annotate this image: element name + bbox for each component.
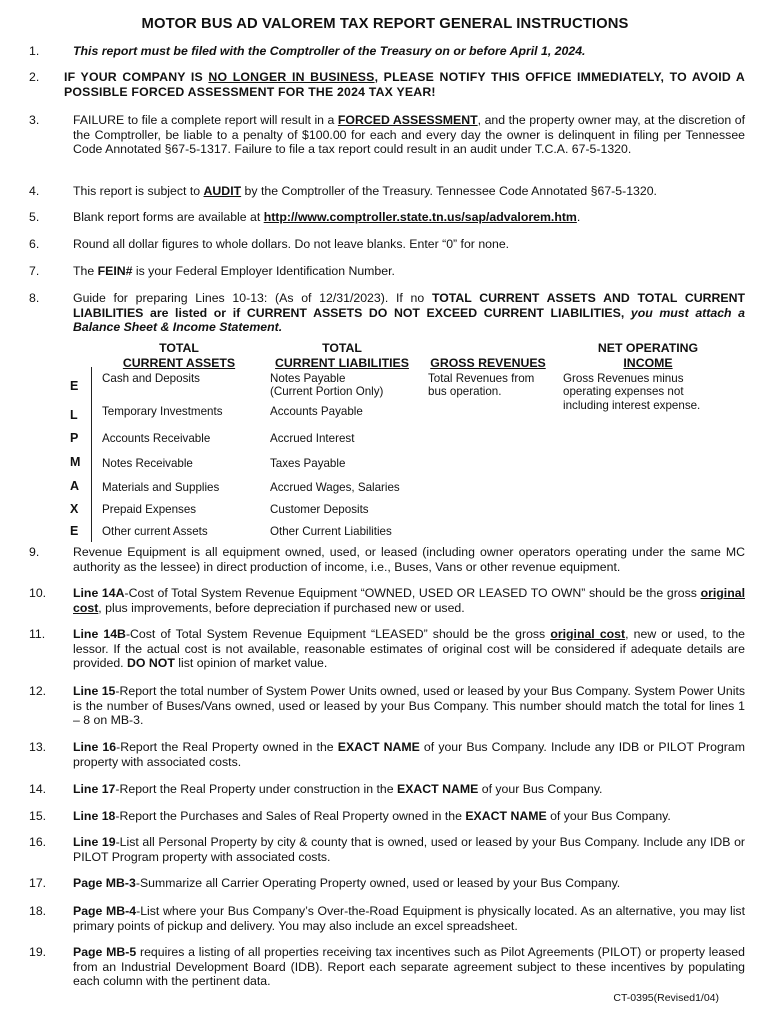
instruction-19: [29, 945, 745, 991]
item-text: Line 14B-Cost of Total System Revenue Equipment “LEASED” should be the gross original cost, new or used, to the lessor. If the actual cost is not available, reasonable estimates of original cost will be considered if adequate details are provided. DO NOT list opinion of market value.: [73, 627, 745, 671]
instruction-2: [29, 70, 745, 102]
example-letter: L: [70, 408, 78, 422]
instruction-10: [29, 586, 745, 618]
liability-item: Other Current Liabilities: [270, 525, 392, 538]
item-number: 11.: [29, 627, 46, 641]
header-net-operating-income: NET OPERATING INCOME: [597, 341, 699, 370]
instruction-9: [29, 545, 745, 577]
instruction-13: [29, 740, 745, 772]
item-number: 19.: [29, 945, 47, 959]
item-number: 13.: [29, 740, 47, 754]
page-title: MOTOR BUS AD VALOREM TAX REPORT GENERAL INSTRUCTIONS: [141, 16, 629, 32]
instruction-5: [29, 210, 745, 226]
asset-item: Notes Receivable: [102, 457, 193, 470]
item-number: 17.: [29, 876, 47, 890]
item-number: 15.: [29, 809, 47, 823]
instruction-15: [29, 809, 745, 825]
item-text: Revenue Equipment is all equipment owned, used, or leased (including owner operators operating under the same MC authority as the lessee) in direct production of income, i.e., Buses, Vans or other revenue equipment.: [73, 545, 745, 574]
header-gross-revenues: GROSS REVENUES: [430, 356, 546, 370]
instruction-4: [29, 184, 745, 200]
item-number: 9.: [29, 545, 40, 559]
item-text: This report is subject to AUDIT by the Comptroller of the Treasury. Tennessee Code Annotated §67-5-1320.: [73, 184, 657, 198]
liability-item: Accrued Interest: [270, 432, 355, 445]
asset-item: Accounts Receivable: [102, 432, 211, 445]
asset-item: Temporary Investments: [102, 405, 223, 418]
item-text: Round all dollar figures to whole dollars. Do not leave blanks. Enter “0” for none.: [73, 237, 510, 251]
item-number: 7.: [29, 264, 40, 278]
instruction-7: [29, 264, 745, 280]
instruction-1: [29, 44, 745, 60]
item-text: Line 14A-Cost of Total System Revenue Equipment “OWNED, USED OR LEASED TO OWN” should be the gross original cost, plus improvements, before depreciation if purchased new or used.: [73, 586, 745, 615]
item-number: 3.: [29, 113, 40, 127]
item-number: 10.: [29, 586, 47, 600]
item-text: This report must be filed with the Comptroller of the Treasury on or before April 1, 2024.: [73, 44, 586, 58]
item-text: Line 16-Report the Real Property owned in the EXACT NAME of your Bus Company. Include any IDB or PILOT Program property with associated costs.: [73, 740, 745, 769]
item-text: Page MB-3-Summarize all Carrier Operating Property owned, used or leased by your Bus Company.: [73, 876, 621, 890]
example-letter: P: [70, 431, 79, 445]
item-number: 6.: [29, 237, 40, 251]
instruction-16: [29, 835, 745, 867]
item-text: Line 15-Report the total number of System Power Units owned, used or leased by your Bus Company. System Power Units is the number of Buses/Vans owned, used or leased by your Bus Company. This number should match the total for lines 1 – 8 on MB-3.: [73, 684, 746, 728]
income-description: Gross Revenues minus operating expenses not including interest expense.: [563, 372, 701, 412]
instruction-3: [29, 113, 745, 173]
instruction-8: [29, 291, 745, 337]
example-letter: X: [70, 502, 79, 516]
example-divider: [91, 367, 92, 542]
liability-item: Notes Payable (Current Portion Only): [270, 372, 384, 399]
item-number: 12.: [29, 684, 47, 698]
instruction-11: [29, 627, 745, 673]
item-text: Blank report forms are available at http://www.comptroller.state.tn.us/sap/advalorem.htm.: [73, 210, 581, 224]
item-text: Page MB-5 requires a listing of all properties receiving tax incentives such as Pilot Agreements (PILOT) or property leased from an Industrial Development Board (IDB). Report each separate agreement subject to these incentives by populating each column with the pertinent data.: [73, 945, 745, 989]
item-number: 18.: [29, 904, 47, 918]
liability-item: Taxes Payable: [270, 457, 346, 470]
item-text: Line 17-Report the Real Property under construction in the EXACT NAME of your Bus Company.: [73, 782, 603, 796]
example-letter: A: [70, 479, 80, 493]
instruction-18: [29, 904, 745, 936]
asset-item: Other current Assets: [102, 525, 208, 538]
instruction-6: [29, 237, 745, 253]
advalorem-link[interactable]: http://www.comptroller.state.tn.us/sap/advalorem.htm: [263, 210, 577, 224]
example-letter: E: [70, 524, 79, 538]
revenues-description: Total Revenues from bus operation.: [428, 372, 535, 399]
item-text: FAILURE to file a complete report will result in a FORCED ASSESSMENT, and the property owner may, at the discretion of the Comptroller, be liable to a penalty of $100.00 for each and every day the owner is delinquent in filing per Tennessee Code Annotated §67-5-1317. Failure to file a tax report could result in an audit under T.C.A. 67-5-1320.: [73, 113, 745, 157]
item-text: The FEIN# is your Federal Employer Identification Number.: [73, 264, 395, 278]
header-current-assets: TOTAL CURRENT ASSETS: [122, 341, 236, 370]
header-current-liabilities: TOTAL CURRENT LIABILITIES: [275, 341, 409, 370]
item-number: 1.: [29, 44, 40, 58]
liability-item: Accounts Payable: [270, 405, 363, 418]
example-letter: M: [70, 455, 81, 469]
item-text: IF YOUR COMPANY IS NO LONGER IN BUSINESS, PLEASE NOTIFY THIS OFFICE IMMEDIATELY, TO AVOID A POSSIBLE FORCED ASSESSMENT FOR THE 2024 TAX YEAR!: [64, 70, 745, 99]
liability-item: Accrued Wages, Salaries: [270, 481, 400, 494]
item-number: 16.: [29, 835, 47, 849]
instruction-17: [29, 876, 745, 892]
asset-item: Cash and Deposits: [102, 372, 200, 385]
item-text: Guide for preparing Lines 10-13: (As of 12/31/2023). If no TOTAL CURRENT ASSETS AND TOTAL CURRENT LIABILITIES are listed or if CURRENT ASSETS DO NOT EXCEED CURRENT LIABILITIES, you must attach a Balance Sheet & Income Statement.: [73, 291, 746, 335]
item-number: 2.: [29, 70, 40, 84]
item-text: Line 18-Report the Purchases and Sales of Real Property owned in the EXACT NAME of your Bus Company.: [73, 809, 671, 823]
item-number: 5.: [29, 210, 40, 224]
example-letter: E: [70, 379, 79, 393]
liability-item: Customer Deposits: [270, 503, 369, 516]
instruction-12: [29, 684, 745, 730]
item-number: 4.: [29, 184, 40, 198]
item-number: 14.: [29, 782, 47, 796]
item-text: Page MB-4-List where your Bus Company’s Over-the-Road Equipment is physically located. As an alternative, you may list primary points of pickup and delivery. You may also include an excel spreadsheet.: [73, 904, 745, 933]
asset-item: Prepaid Expenses: [102, 503, 197, 516]
instruction-14: [29, 782, 745, 798]
item-number: 8.: [29, 291, 40, 305]
item-text: Line 19-List all Personal Property by city & county that is owned, used or leased by your Bus Company. Include any IDB or PILOT Program property with associated costs.: [73, 835, 746, 864]
form-code: CT-0395(Revised1/04): [613, 992, 719, 1004]
asset-item: Materials and Supplies: [102, 481, 220, 494]
